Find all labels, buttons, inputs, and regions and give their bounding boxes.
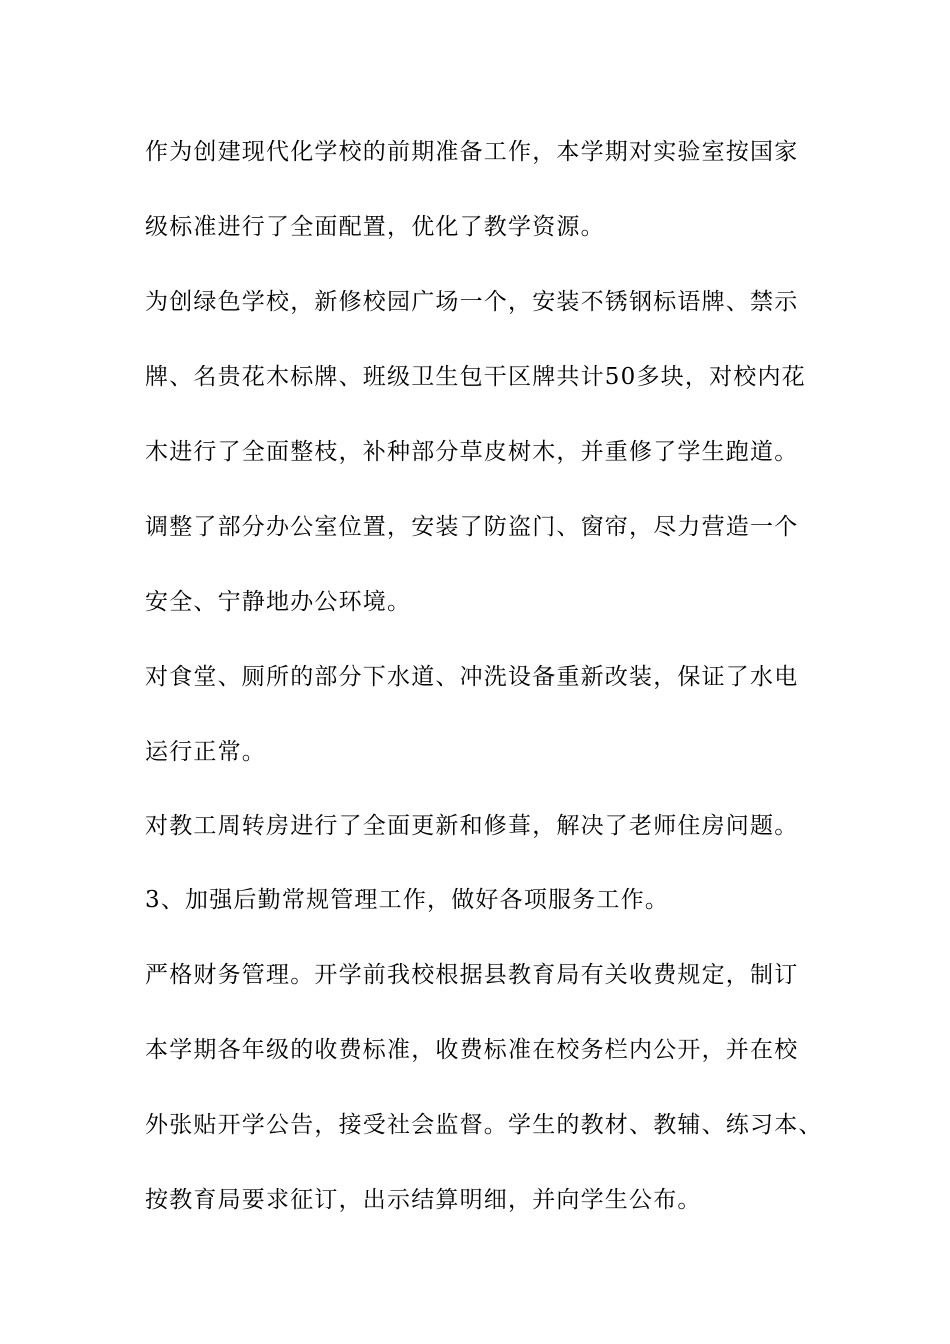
text-line: 严格财务管理。开学前我校根据县教育局有关收费规定，制订 bbox=[145, 962, 799, 988]
text-line: 牌、名贵花木标牌、班级卫生包干区牌共计50多块，对校内花 bbox=[145, 364, 806, 390]
section-heading: 3、加强后勤常规管理工作，做好各项服务工作。 bbox=[145, 887, 670, 913]
text-line: 安全、宁静地办公环境。 bbox=[145, 589, 412, 615]
text-line: 按教育局要求征订，出示结算明细，并向学生公布。 bbox=[145, 1187, 702, 1213]
text-line: 调整了部分办公室位置，安装了防盗门、窗帘，尽力营造一个 bbox=[145, 514, 799, 540]
text-line: 为创绿色学校，新修校园广场一个，安装不锈钢标语牌、禁示 bbox=[145, 289, 799, 315]
text-line: 作为创建现代化学校的前期准备工作，本学期对实验室按国家 bbox=[145, 139, 799, 165]
text-line: 外张贴开学公告，接受社会监督。学生的教材、教辅、练习本、 bbox=[145, 1112, 823, 1138]
text-line: 木进行了全面整枝，补种部分草皮树木，并重修了学生跑道。 bbox=[145, 439, 799, 465]
text-line: 对教工周转房进行了全面更新和修葺，解决了老师住房问题。 bbox=[145, 813, 799, 839]
text-line: 对食堂、厕所的部分下水道、冲洗设备重新改装，保证了水电 bbox=[145, 664, 799, 690]
text-line: 运行正常。 bbox=[145, 739, 266, 765]
text-line: 级标准进行了全面配置，优化了教学资源。 bbox=[145, 214, 605, 240]
text-line: 本学期各年级的收费标准，收费标准在校务栏内公开，并在校 bbox=[145, 1037, 799, 1063]
